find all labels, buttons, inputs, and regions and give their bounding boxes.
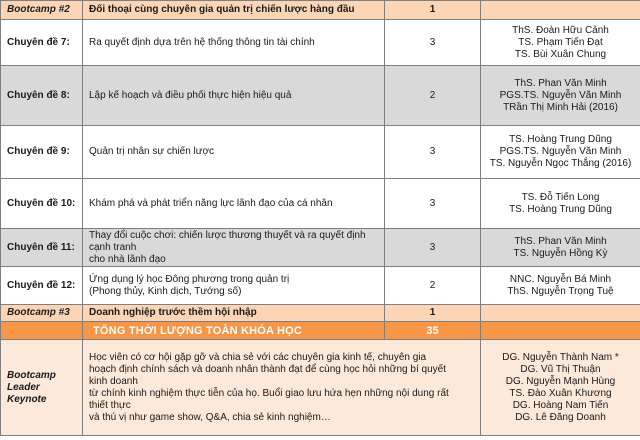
speaker: NNC. Nguyễn Bá Minh — [509, 273, 612, 285]
row-speakers — [481, 267, 640, 305]
topic-line: Quản trị nhân sự chiến lược — [89, 146, 215, 157]
row-speakers-empty — [481, 1, 640, 20]
row-topic — [83, 179, 385, 229]
topic-line: (Phong thủy, Kinh dịch, Tướng số) — [89, 285, 242, 297]
topic-line: Ra quyết định dựa trên hệ thống thông tin tài chính — [89, 36, 315, 48]
keynote-speakers — [481, 340, 640, 436]
description-line: hoạch định chính sách và doanh nhân thành đạt để cùng học hỏi những bí quyết — [89, 363, 446, 375]
speaker: DG. Hoàng Nam Tiến — [512, 399, 609, 411]
topic-12-row — [1, 267, 640, 305]
total-empty-cell — [1, 322, 83, 340]
description-line: và thú vị như game show, Q&A, chia sẻ kinh nghiệm… — [89, 411, 331, 423]
row-sessions: 3 — [385, 229, 481, 267]
keynote-description — [83, 340, 481, 436]
keynote-row — [1, 340, 640, 436]
row-speakers — [481, 126, 640, 179]
row-sessions: 1 — [385, 305, 481, 322]
speaker: TRần Thị Minh Hải (2016) — [503, 101, 618, 113]
bootcamp-2-row — [1, 1, 640, 20]
speaker: ThS. Phan Văn Minh — [514, 235, 607, 247]
speaker: TS. Đào Xuân Khương — [509, 387, 612, 399]
keynote-label-line: Leader — [7, 381, 40, 393]
topic-11-row — [1, 229, 640, 267]
topic-line: Thay đổi cuộc chơi: chiến lược thương thuyết và ra quyết định — [89, 229, 366, 241]
topic-7-row — [1, 20, 640, 66]
total-empty-cell — [481, 322, 640, 340]
total-label: TỔNG THỜI LƯỢNG TOÀN KHÓA HỌC — [83, 322, 385, 340]
topic-10-row — [1, 179, 640, 229]
speaker: PGS.TS. Nguyễn Văn Minh — [499, 146, 622, 157]
description-line: thiết thực — [89, 399, 131, 411]
total-value: 35 — [385, 322, 481, 340]
row-topic: Doanh nghiệp trước thềm hội nhập — [83, 305, 385, 322]
topic-line: cạnh tranh — [89, 241, 137, 253]
row-speakers — [481, 229, 640, 267]
keynote-label — [1, 340, 83, 436]
row-speakers — [481, 66, 640, 126]
row-sessions: 2 — [385, 66, 481, 126]
row-sessions: 3 — [385, 126, 481, 179]
row-sessions: 1 — [385, 1, 481, 20]
speaker: PGS.TS. Nguyễn Văn Minh — [499, 89, 622, 101]
row-topic — [83, 267, 385, 305]
topic-9-row — [1, 126, 640, 179]
speaker: TS. Hoàng Trung Dũng — [509, 134, 612, 145]
keynote-label-line: Keynote — [7, 393, 47, 405]
description-line: Học viên có cơ hội gặp gỡ và chia sẻ với các chuyên gia kinh tế, chuyên gia — [89, 351, 427, 363]
total-row — [1, 322, 640, 340]
row-label: Bootcamp #3 — [1, 305, 83, 322]
topic-8-row — [1, 66, 640, 126]
row-speakers — [481, 179, 640, 229]
speaker: DG. Nguyễn Thành Nam * — [502, 351, 619, 363]
speaker: TS. Bùi Xuân Chung — [514, 48, 607, 60]
speaker: ThS. Nguyễn Trọng Tuệ — [507, 285, 614, 297]
row-speakers — [481, 20, 640, 66]
keynote-label-line: Bootcamp — [7, 369, 56, 381]
topic-line: cho nhà lãnh đạo — [89, 253, 166, 265]
topic-line: Lập kế hoạch và điều phối thực hiện hiệu quả — [89, 89, 292, 101]
row-label: Chuyên đề 8: — [1, 66, 83, 126]
speaker: TS. Nguyễn Hồng Kỳ — [513, 247, 608, 259]
speaker: DG. Nguyễn Mạnh Hùng — [505, 375, 616, 387]
topic-line: Khám phá và phát triển năng lực lãnh đạo của cá nhân — [89, 197, 333, 209]
row-label: Chuyên đề 11: — [1, 229, 83, 267]
speaker: TS. Phạm Tiến Đạt — [518, 36, 603, 48]
row-topic — [83, 126, 385, 179]
description-line: từ chính kinh nghiệm thực tiễn của họ. Buổi giao lưu hứa hẹn những nội dung rất — [89, 387, 449, 399]
row-label: Bootcamp #2 — [1, 1, 83, 20]
speaker: TS. Đỗ Tiến Long — [521, 191, 600, 203]
description-line: kinh doanh — [89, 375, 138, 387]
row-topic — [83, 229, 385, 267]
speaker: ThS. Đoàn Hữu Cảnh — [512, 24, 609, 36]
bootcamp-3-row — [1, 305, 640, 322]
row-label: Chuyên đề 10: — [1, 179, 83, 229]
row-sessions: 3 — [385, 179, 481, 229]
row-topic: Đối thoại cùng chuyên gia quản trị chiến lược hàng đầu — [83, 1, 385, 20]
row-speakers-empty — [481, 305, 640, 322]
row-sessions: 3 — [385, 20, 481, 66]
speaker: ThS. Phan Văn Minh — [514, 77, 607, 89]
row-label: Chuyên đề 12: — [1, 267, 83, 305]
topic-line: Ứng dụng lý học Đông phương trong quản trị — [89, 273, 290, 285]
row-sessions: 2 — [385, 267, 481, 305]
row-label: Chuyên đề 7: — [1, 20, 83, 66]
speaker: DG. Vũ Thị Thuận — [520, 363, 601, 375]
speaker: TS. Nguyễn Ngọc Thắng (2016) — [489, 158, 632, 169]
speaker: DG. Lê Đăng Doanh — [515, 411, 606, 423]
speaker: TS. Hoàng Trung Dũng — [509, 203, 612, 215]
row-topic — [83, 66, 385, 126]
row-label: Chuyên đề 9: — [1, 126, 83, 179]
row-topic — [83, 20, 385, 66]
